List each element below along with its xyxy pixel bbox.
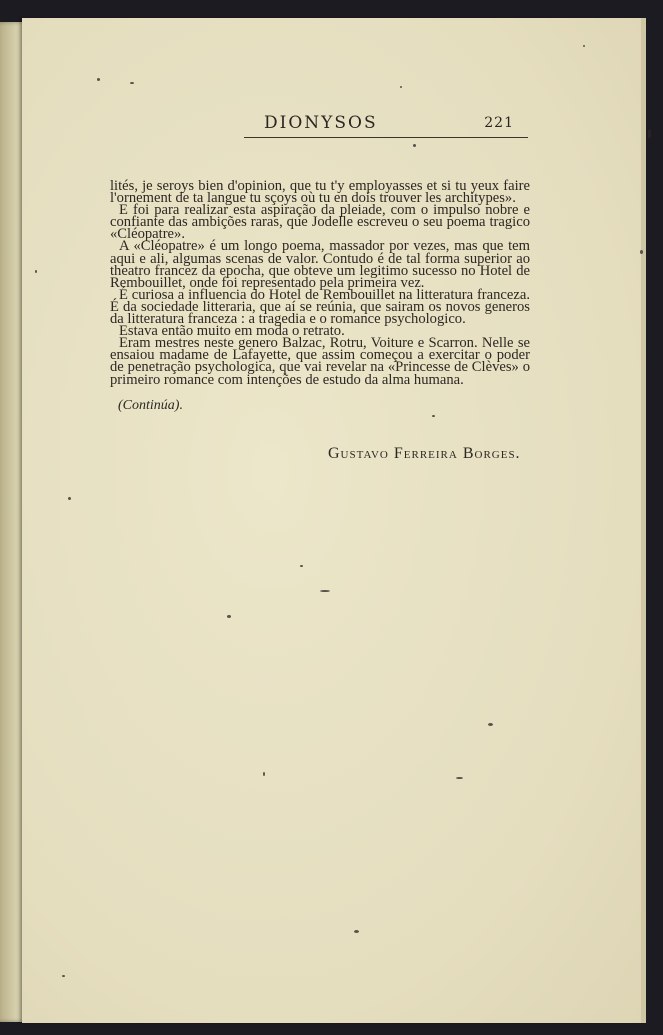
page-right-edge bbox=[641, 18, 646, 1023]
paper-speck bbox=[583, 45, 585, 47]
page-number: 221 bbox=[484, 115, 514, 131]
paper-speck bbox=[640, 250, 643, 254]
paragraph-5: Estava então muito em moda o retrato. bbox=[119, 323, 345, 340]
paragraph-1: lités, je seroys bien d'opinion, que tu t'y employasses et si tu yeux faire l'ornement de ta langue tu sçoys où tu en dois trouver les architypes». bbox=[110, 178, 530, 207]
paper-speck bbox=[300, 565, 303, 567]
paragraph-2: E foi para realizar esta aspiração da pleiade, com o impulso nobre e confiante das ambições raras, que Jodelle escreveu o seu poema tragico «Cléopatre». bbox=[110, 202, 530, 243]
paragraph-4: É curiosa a influencia do Hotel de Rembouillet na litteratura franceza. É da sociedade litteraria, que aí se reúnia, que sairam os novos generos da litteratura franceza : a tragedia e o romance psychologico. bbox=[110, 286, 530, 328]
paper-speck bbox=[488, 723, 493, 726]
paper-speck bbox=[263, 772, 265, 776]
paper-speck bbox=[68, 497, 71, 500]
paragraph-3: A «Cléopatre» é um longo poema, massador por vezes, mas que tem aqui e ali, algumas scenas de valor. Contudo é de tal forma superior ao theatro francez da epocha, que obteve um legitimo sucesso no Hotel de Rembouillet, onde foi representado pela primeira vez. bbox=[110, 238, 530, 291]
running-header bbox=[244, 113, 528, 138]
page-sheet bbox=[22, 18, 642, 1023]
paper-speck bbox=[97, 78, 100, 81]
author-signature: Gustavo Ferreira Borges. bbox=[328, 445, 521, 462]
paper-speck bbox=[227, 615, 231, 618]
paragraph-6: Eram mestres neste genero Balzac, Rotru, Voiture e Scarron. Nelle se ensaiou madame de Lafayette, que assim começou a exercitar o poder de penetração psychologica, que vai revelar na «Princesse de Clèves» o primeiro romance com intenções de estudo da alma humana. bbox=[110, 335, 530, 388]
paper-speck bbox=[130, 82, 134, 84]
continuation-note: (Continúa). bbox=[118, 398, 183, 413]
paper-speck bbox=[648, 130, 651, 138]
paper-speck bbox=[354, 930, 359, 933]
paper-speck bbox=[320, 590, 330, 592]
paper-speck bbox=[432, 415, 435, 417]
paper-speck bbox=[400, 86, 402, 88]
paper-speck bbox=[413, 144, 416, 147]
paper-speck bbox=[62, 975, 65, 977]
paper-speck bbox=[456, 777, 463, 779]
journal-title: DIONYSOS bbox=[264, 113, 378, 133]
article-body bbox=[110, 180, 530, 386]
paper-speck bbox=[35, 270, 37, 273]
